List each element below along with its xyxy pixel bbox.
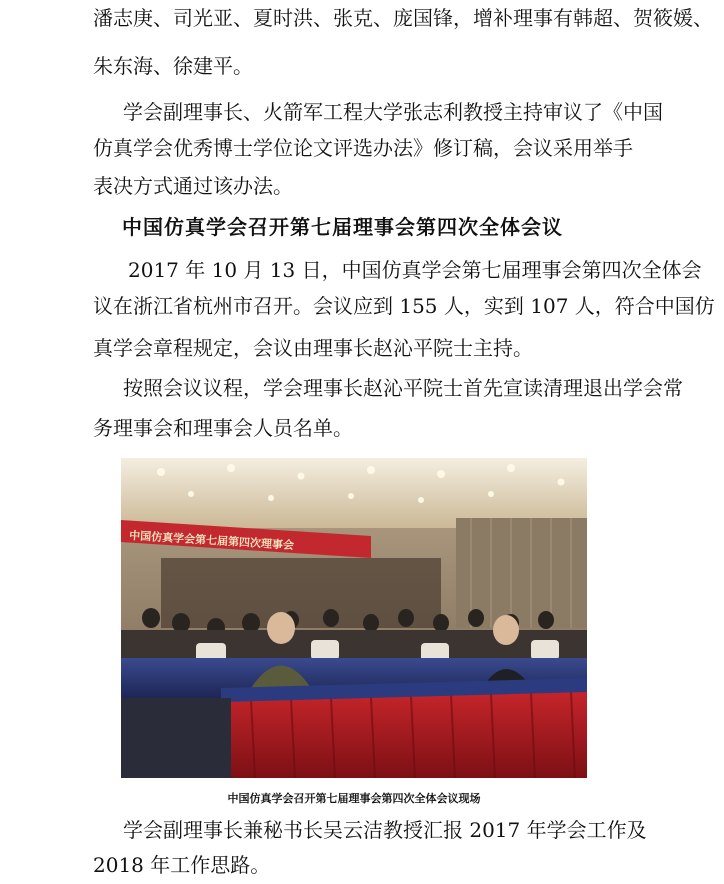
photo-caption: 中国仿真学会召开第七届理事会第四次全体会议现场	[227, 792, 481, 805]
text-line: 表决方式通过该办法。	[93, 174, 293, 198]
text-line: 仿真学会优秀博士学位论文评选办法》修订稿，会议采用举手	[93, 136, 633, 160]
text-line: 2018 年工作思路。	[93, 853, 271, 877]
text-line: 议在浙江省杭州市召开。会议应到 155 人，实到 107 人，符合中国仿	[93, 294, 715, 318]
meeting-photo	[121, 458, 587, 778]
text-line: 学会副理事长、火箭军工程大学张志利教授主持审议了《中国	[123, 100, 663, 124]
text-line: 学会副理事长兼秘书长吴云洁教授汇报 2017 年学会工作及	[123, 818, 647, 842]
text-line: 潘志庚、司光亚、夏时洪、张克、庞国锋，增补理事有韩超、贺筱媛、	[93, 6, 713, 30]
text-line: 务理事会和理事会人员名单。	[93, 416, 353, 440]
text-line: 2017 年 10 月 13 日，中国仿真学会第七届理事会第四次全体会	[128, 258, 702, 282]
text-line: 朱东海、徐建平。	[93, 54, 253, 78]
text-line: 真学会章程规定，会议由理事长赵沁平院士主持。	[93, 336, 533, 360]
section-heading: 中国仿真学会召开第七届理事会第四次全体会议	[122, 215, 563, 239]
banner-text: 中国仿真学会第七届第四次理事会	[128, 529, 295, 553]
text-line: 按照会议议程，学会理事长赵沁平院士首先宣读清理退出学会常	[123, 376, 683, 400]
